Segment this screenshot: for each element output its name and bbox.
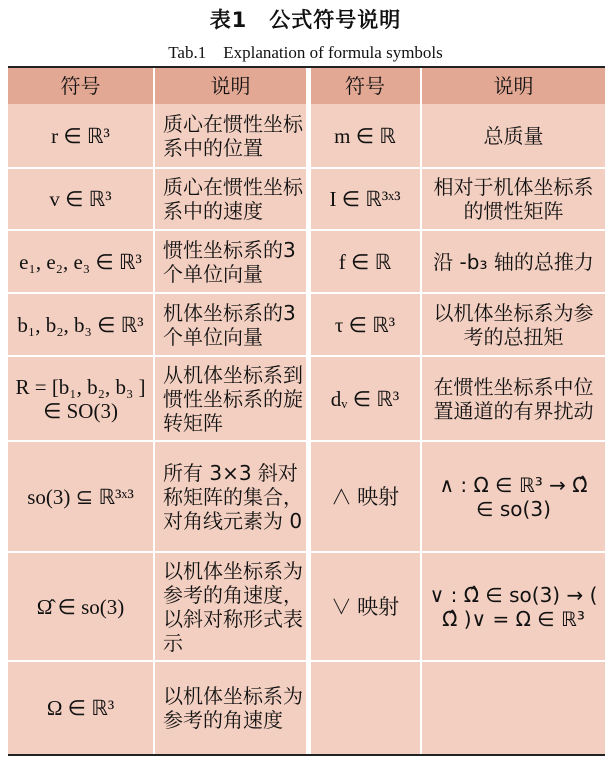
row-divider [8, 551, 306, 553]
row-divider [8, 229, 306, 231]
right-symbol-cell: f ∈ ℝ [338, 249, 392, 274]
row-divider [8, 167, 306, 169]
row-divider [8, 660, 306, 662]
symbol-table [8, 66, 605, 756]
row-divider [8, 355, 306, 357]
row-divider [311, 167, 605, 169]
right-desc-cell: ∨ : Ω̂ ∈ so(3) → ( Ω̂ )∨ = Ω ∈ ℝ³ [429, 582, 598, 631]
table-subtitle: Tab.1 Explanation of formula symbols [168, 43, 443, 62]
right-symbol-cell: ∧ 映射 [330, 484, 400, 509]
right-symbol-cell: m ∈ ℝ [334, 124, 396, 148]
right-desc-cell: 以机体坐标系为参考的总扭矩 [433, 300, 594, 349]
left-desc-cell: 以机体坐标系为参考的角速度，以斜对称形式表示 [163, 558, 303, 655]
left-desc-cell: 以机体坐标系为参考的角速度 [163, 683, 303, 732]
left-desc-cell: 从机体坐标系到惯性坐标系的旋转矩阵 [163, 362, 303, 435]
left-desc-cell: 机体坐标系的3 个单位向量 [163, 300, 296, 349]
right-desc-cell: 在惯性坐标系中位置通道的有界扰动 [433, 374, 594, 423]
left-desc-cell: 质心在惯性坐标系中的位置 [163, 112, 303, 160]
right-desc-cell: 沿 -b₃ 轴的总推力 [433, 249, 594, 274]
header-left-symbol: 符号 [60, 74, 101, 98]
row-divider [311, 355, 605, 357]
right-symbol-cell [314, 661, 416, 754]
right-desc-cell: 总质量 [483, 124, 544, 148]
left-symbol-cell: e₁, e₂, e₃ ∈ ℝ³ [19, 249, 142, 274]
left-symbol-cell: R = [b₁, b₂, b₃ ] ∈ SO(3) [15, 374, 146, 423]
column-divider [153, 68, 155, 754]
right-symbol-cell: ∨ 映射 [330, 594, 400, 619]
row-divider [311, 440, 605, 442]
right-symbol-cell: I ∈ ℝ³ˣ³ [329, 187, 401, 211]
right-desc-cell: 相对于机体坐标系的惯性矩阵 [433, 175, 594, 223]
row-divider [311, 660, 605, 662]
left-symbol-cell: so(3) ⊆ ℝ³ˣ³ [27, 484, 134, 509]
row-divider [311, 229, 605, 231]
row-divider [311, 551, 605, 553]
right-desc-cell [428, 661, 599, 754]
right-symbol-cell: dᵥ ∈ ℝ³ [330, 386, 400, 411]
header-left-desc: 说明 [210, 74, 251, 98]
left-symbol-cell: Ω ∈ ℝ³ [46, 695, 115, 720]
left-desc-cell: 质心在惯性坐标系中的速度 [163, 175, 303, 223]
left-symbol-cell: b₁, b₂, b₃ ∈ ℝ³ [17, 312, 144, 337]
row-divider [8, 292, 306, 294]
row-divider [8, 440, 306, 442]
column-divider [420, 68, 422, 754]
header-right-symbol: 符号 [345, 74, 385, 98]
left-desc-cell: 惯性坐标系的3 个单位向量 [163, 237, 296, 286]
right-desc-cell: ∧ : Ω ∈ ℝ³ → Ω̂ ∈ so(3) [439, 472, 588, 521]
header-right-desc: 说明 [493, 74, 534, 98]
left-symbol-cell: r ∈ ℝ³ [51, 124, 110, 148]
left-desc-cell: 所有 3×3 斜对称矩阵的集合，对角线元素为 0 [163, 460, 303, 533]
left-symbol-cell: Ω̂ ∈ so(3) [36, 594, 125, 619]
right-symbol-cell: τ ∈ ℝ³ [334, 312, 396, 337]
center-divider [306, 68, 311, 754]
left-symbol-cell: v ∈ ℝ³ [49, 187, 112, 211]
table-title: 表1 公式符号说明 [209, 8, 402, 32]
row-divider [311, 292, 605, 294]
